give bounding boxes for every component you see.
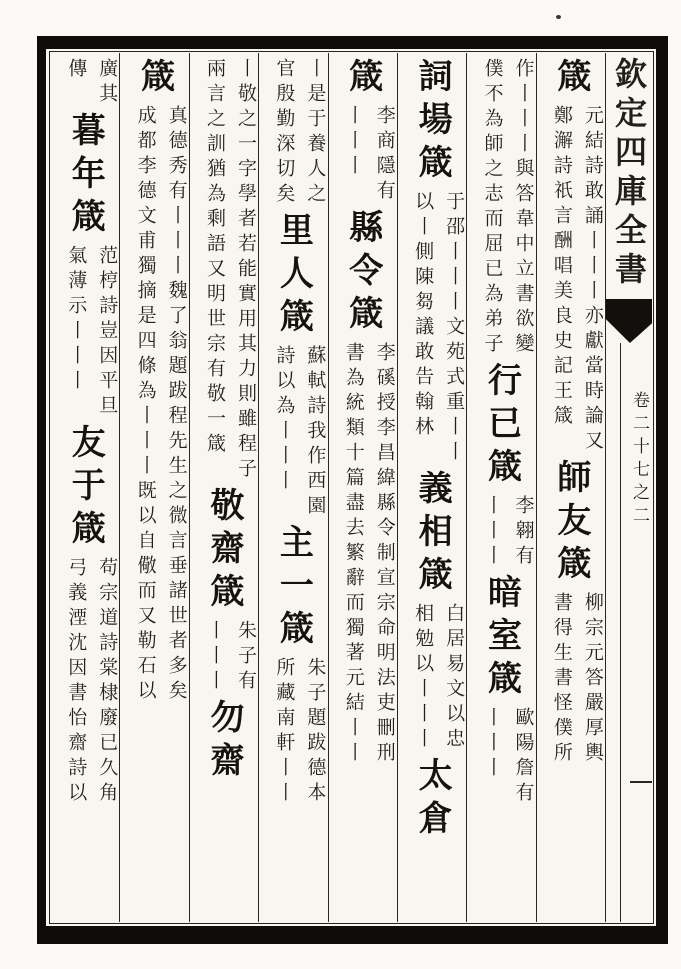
note-right-line: 柳宗元答嚴厚輿 bbox=[581, 592, 604, 767]
note-left-line: 丨丨丨 bbox=[481, 495, 504, 570]
note-left-line: 丨丨丨 bbox=[481, 707, 504, 782]
note-left-line: 丨丨丨 bbox=[342, 105, 365, 180]
annotation-note bbox=[259, 345, 327, 520]
chapter-area bbox=[620, 343, 652, 922]
section-heading: 行已箴 bbox=[481, 362, 522, 491]
note-right-line: 朱子題跋德本 bbox=[304, 657, 327, 807]
note-left-line: 丨丨丨 bbox=[203, 620, 226, 695]
page-border-frame bbox=[37, 36, 668, 944]
annotation-note bbox=[51, 557, 119, 807]
chapter-label: 卷二十七之二 bbox=[629, 391, 649, 529]
text-column-6 bbox=[189, 53, 258, 922]
annotation-note bbox=[51, 245, 119, 420]
note-right-line: 元結詩敢誦丨丨丨亦獻當時論又 bbox=[581, 105, 604, 455]
annotation-note bbox=[259, 657, 327, 807]
text-column-3 bbox=[397, 53, 466, 922]
banxin-column bbox=[605, 53, 652, 922]
section-heading: 義相箴 bbox=[412, 470, 453, 599]
note-left-line: 傳 bbox=[65, 58, 88, 83]
section-heading: 師友箴 bbox=[550, 459, 591, 588]
note-right-line: 真德秀有丨丨丨魏了翁題跋程先生之微言垂諸世者多矣 bbox=[165, 105, 188, 705]
section-heading: 箴 bbox=[550, 58, 591, 101]
section-heading: 箴 bbox=[134, 58, 175, 101]
annotation-note bbox=[537, 592, 605, 767]
note-right-line: 李磎授李昌緯縣令制宣宗命明法吏刪刑 bbox=[373, 342, 396, 767]
annotation-note bbox=[190, 58, 258, 483]
fold-tick-line bbox=[630, 781, 652, 783]
book-title: 欽定四庫全書 bbox=[610, 57, 648, 291]
annotation-note bbox=[190, 620, 258, 695]
note-right-line: 蘇軾詩我作西園 bbox=[304, 345, 327, 520]
text-column-2 bbox=[466, 53, 535, 922]
note-left-line: 所藏南軒丨丨 bbox=[273, 657, 296, 807]
note-left-line: 兩言之訓猶為剩語又明世宗有敬一箴 bbox=[203, 58, 226, 458]
note-left-line: 氣薄示丨丨丨 bbox=[65, 245, 88, 395]
annotation-note bbox=[329, 342, 397, 767]
note-left-line: 鄭澥詩祇言酬唱美良史記王箴 bbox=[550, 105, 573, 430]
section-heading: 里人箴 bbox=[273, 212, 314, 341]
inner-rule-frame bbox=[49, 51, 654, 924]
note-right-line: 丨是于養人之 bbox=[304, 58, 327, 208]
annotation-note bbox=[329, 105, 397, 205]
note-right-line: 白居易文以忠 bbox=[443, 603, 466, 753]
note-right-line: 丨敬之一字學者若能實用其力則雖程子 bbox=[234, 58, 257, 483]
annotation-note bbox=[259, 58, 327, 208]
annotation-note bbox=[398, 603, 466, 753]
note-left-line: 官殷勤深切矣 bbox=[273, 58, 296, 208]
fishtail-icon bbox=[606, 299, 652, 343]
note-right-line: 廣其 bbox=[96, 58, 119, 108]
note-right-line: 歐陽詹有 bbox=[512, 707, 535, 807]
section-heading: 詞場箴 bbox=[412, 58, 453, 187]
note-right-line: 作丨丨丨與答韋中立書欲變 bbox=[512, 58, 535, 358]
text-column-5 bbox=[258, 53, 327, 922]
note-left-line: 書得生書怪僕所 bbox=[550, 592, 573, 767]
note-left-line: 以丨側陳芻議敢告翰林 bbox=[412, 191, 435, 441]
text-column-4 bbox=[328, 53, 397, 922]
note-right-line: 朱子有 bbox=[234, 620, 257, 695]
text-column-1 bbox=[536, 53, 605, 922]
note-right-line: 李翱有 bbox=[512, 495, 535, 570]
annotation-note bbox=[398, 191, 466, 466]
section-heading: 主一箴 bbox=[273, 524, 314, 653]
annotation-note bbox=[537, 105, 605, 455]
note-left-line: 成都李德文甫獨摘是四條為丨丨丨既以自儆而又勒石以 bbox=[134, 105, 157, 705]
section-heading: 友于箴 bbox=[65, 424, 106, 553]
section-heading: 箴 bbox=[342, 58, 383, 101]
section-heading: 敬齋箴 bbox=[203, 487, 244, 616]
note-right-line: 范梈詩豈因平旦 bbox=[96, 245, 119, 420]
text-column-7 bbox=[119, 53, 188, 922]
section-heading: 太倉 bbox=[412, 757, 453, 843]
annotation-note bbox=[467, 707, 535, 807]
annotation-note bbox=[120, 105, 188, 705]
ink-dot bbox=[556, 15, 561, 19]
annotation-note bbox=[51, 58, 119, 108]
annotation-note bbox=[467, 495, 535, 570]
section-heading: 暮年箴 bbox=[65, 112, 106, 241]
note-left-line: 書為統類十篇盡去繁辭而獨著元結丨丨 bbox=[342, 342, 365, 767]
note-right-line: 李商隱有 bbox=[373, 105, 396, 205]
note-left-line: 相勉以丨丨丨 bbox=[412, 603, 435, 753]
note-right-line: 苟宗道詩棠棣廢已久角 bbox=[96, 557, 119, 807]
note-right-line: 于邵丨丨丨文苑式重丨丨 bbox=[443, 191, 466, 466]
section-heading: 縣令箴 bbox=[342, 209, 383, 338]
note-left-line: 詩以為丨丨丨 bbox=[273, 345, 296, 495]
annotation-note bbox=[467, 58, 535, 358]
note-left-line: 弓義湮沈因書怡齋詩以 bbox=[65, 557, 88, 807]
section-heading: 暗室箴 bbox=[481, 574, 522, 703]
text-columns bbox=[51, 53, 652, 922]
note-left-line: 僕不為師之志而屈已為弟子 bbox=[481, 58, 504, 358]
section-heading: 勿齋 bbox=[203, 699, 244, 785]
text-column-8 bbox=[51, 53, 119, 922]
